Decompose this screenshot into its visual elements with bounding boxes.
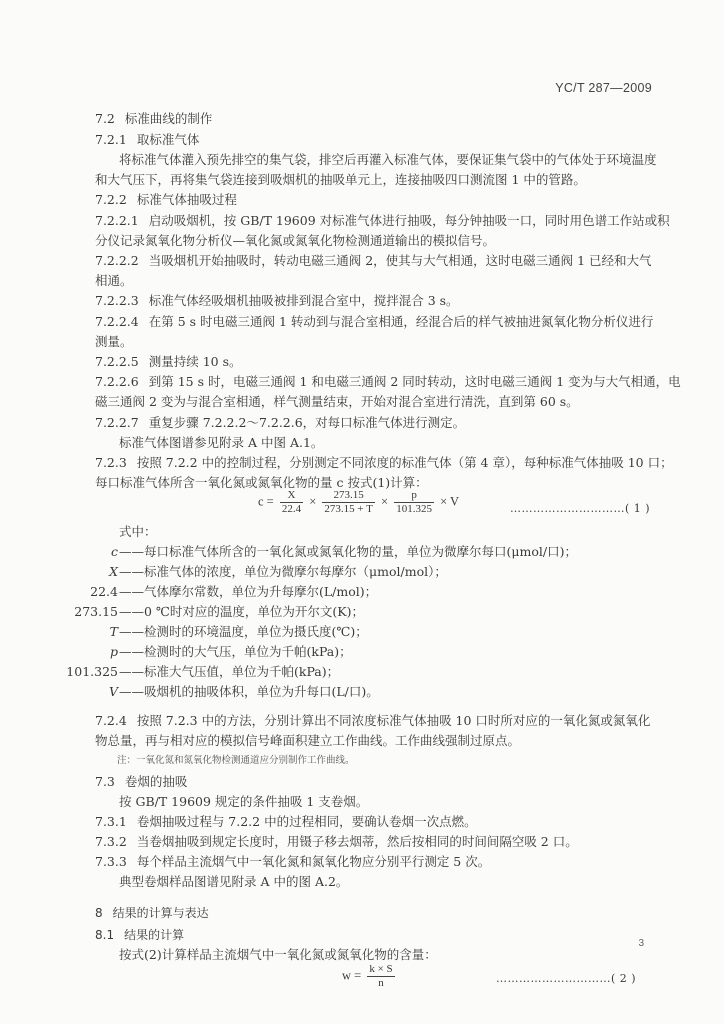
dash: ——: [119, 604, 144, 619]
dash: ——: [119, 684, 144, 699]
dash: ——: [119, 584, 144, 599]
symbol-description: [119, 603, 364, 621]
section-7-3-1: 7.3.1 卷烟抽吸过程与 7.2.2 中的过程相同，要确认卷烟一次点燃。: [95, 814, 477, 829]
document-code: YC/T 287—2009: [555, 81, 652, 95]
dash: ——: [119, 644, 144, 659]
paragraph-line: 相通。: [95, 273, 133, 288]
symbol-name: V: [108, 684, 118, 699]
symbol-description: [119, 543, 577, 561]
section-7-2-2-4: 7.2.2.4 在第 5 s 时电磁三通阀 1 转动到与混合室相通，经混合后的样气被抽进氮氧化物分析仪进行: [95, 314, 654, 329]
fraction: $\frac{k \times S}{n}$: [369, 963, 393, 989]
section-8: 8 结果的计算与表达: [95, 906, 209, 920]
paragraph-line: 典型卷烟样品图谱见附录 A 中的图 A.2。: [119, 874, 349, 889]
paragraph-line: 测量。: [95, 334, 133, 349]
section-7-2-1: 7.2.1 取标准气体: [95, 132, 200, 147]
fraction: $\frac{273.15}{273.15 + T}$: [324, 489, 373, 515]
paragraph-line: 和大气压下，再将集气袋连接到吸烟机的抽吸单元上，连接抽吸四口测流图 1 中的管路。: [95, 172, 586, 187]
note: 注：一氧化氮和氮氧化物检测通道应分别制作工作曲线。: [117, 755, 355, 766]
symbol-name: T: [109, 624, 118, 639]
section-7-2-2-6: 7.2.2.6 到第 15 s 时，电磁三通阀 1 和电磁三通阀 2 同时转动，这时电磁三通阀 1 变为与大气相通，电: [95, 374, 681, 389]
formula-1: c = $\frac{X}{22.4}$ × $\frac{273.15}{273.15 + T}$ × $\frac{p}{101.325}$ × V: [258, 489, 460, 515]
section-7-2-2-5: 7.2.2.5 测量持续 10 s。: [95, 354, 242, 369]
dash: ——: [119, 564, 144, 579]
section-7-2-2-3: 7.2.2.3 标准气体经吸烟机抽吸被排到混合室中，搅拌混合 3 s。: [95, 293, 459, 308]
symbol-name: 22.4: [90, 584, 118, 599]
symbol-name: 273.15: [74, 604, 118, 619]
fraction: $\frac{X}{22.4}$: [281, 489, 302, 515]
where-label: 式中：: [119, 524, 157, 539]
paragraph-line: 物总量，再与相对应的模拟信号峰面积建立工作曲线。工作曲线强制过原点。: [95, 733, 521, 748]
description-text: 标准气体的浓度，单位为微摩尔每摩尔（μmol/mol）；: [144, 564, 447, 579]
paragraph-line: 标准气体图谱参见附录 A 中图 A.1。: [119, 435, 324, 450]
section-8-1: 8.1 结果的计算: [95, 928, 185, 942]
page-number: 3: [638, 938, 644, 949]
paragraph-line: 分仪记录氮氧化物分析仪—氧化氮或氮氧化物检测通道输出的模拟信号。: [95, 233, 496, 248]
section-7-2-4: 7.2.4 按照 7.2.3 中的方法，分别计算出不同浓度标准气体抽吸 10 口时所对应的一氧化氮或氮氧化: [95, 713, 651, 728]
description-text: 吸烟机的抽吸体积，单位为升每口(L/口)。: [144, 684, 379, 699]
paragraph-line: 磁三通阀 2 变为与混合室相通，样气测量结束，开始对混合室进行清洗，直到第 60 s。: [95, 394, 579, 409]
section-7-3-3: 7.3.3 每个样品主流烟气中一氧化氮和氮氧化物应分别平行测定 5 次。: [95, 854, 491, 869]
description-text: 0 ℃时对应的温度，单位为开尔文(K)；: [144, 604, 365, 619]
symbol-name: c: [110, 544, 118, 559]
equation-number-1: …………………………( 1 ): [510, 502, 651, 515]
section-7-2: 7.2 标准曲线的制作: [95, 111, 213, 126]
symbol-description: [119, 683, 379, 701]
symbol-name: X: [109, 564, 118, 579]
section-7-3-2: 7.3.2 当卷烟抽吸到规定长度时，用镊子移去烟蒂，然后按相同的时间间隔空吸 2 口。: [95, 834, 578, 849]
symbol-name: 101.325: [66, 664, 118, 679]
description-text: 气体摩尔常数，单位为升每摩尔(L/mol)；: [144, 584, 378, 599]
section-7-2-2: 7.2.2 标准气体抽吸过程: [95, 192, 237, 207]
section-7-2-2-1: 7.2.2.1 启动吸烟机，按 GB/T 19609 对标准气体进行抽吸，每分钟抽吸一口，同时用色谱工作站或积: [95, 213, 670, 228]
section-7-2-3: 7.2.3 按照 7.2.2 中的控制过程，分别测定不同浓度的标准气体（第 4 章），每种标准气体抽吸 10 口；: [95, 455, 673, 470]
paragraph-line: 每口标准气体所含一氧化氮或氮氧化物的量 c 按式(1)计算：: [95, 475, 428, 490]
symbol-description: [119, 643, 352, 661]
dash: ——: [119, 664, 144, 679]
paragraph-line: 将标准气体灌入预先排空的集气袋，排空后再灌入标准气体，要保证集气袋中的气体处于环境温度: [119, 152, 657, 167]
symbol-description: [119, 663, 339, 681]
description-text: 每口标准气体所含的一氧化氮或氮氧化物的量，单位为微摩尔每口(μmol/口)；: [144, 544, 577, 559]
symbol-description: [119, 623, 368, 641]
paragraph-line: 按式(2)计算样品主流烟气中一氧化氮或氮氧化物的含量：: [119, 947, 437, 962]
fraction: $\frac{p}{101.325}$: [396, 489, 432, 515]
section-7-2-2-2: 7.2.2.2 当吸烟机开始抽吸时，转动电磁三通阀 2，使其与大气相通，这时电磁三通阀 1 已经和大气: [95, 253, 652, 268]
dash: ——: [119, 544, 144, 559]
paragraph-line: 按 GB/T 19609 规定的条件抽吸 1 支卷烟。: [119, 794, 369, 809]
section-7-2-2-7: 7.2.2.7 重复步骤 7.2.2.2～7.2.2.6，对每口标准气体进行测定。: [95, 415, 466, 430]
description-text: 检测时的环境温度，单位为摄氏度(℃)；: [144, 624, 368, 639]
description-text: 检测时的大气压，单位为千帕(kPa)；: [144, 644, 352, 659]
equation-number-2: …………………………( 2 ): [496, 972, 637, 985]
symbol-description: [119, 583, 377, 601]
dash: ——: [119, 624, 144, 639]
formula-2: w = $\frac{k \times S}{n}$: [342, 963, 393, 989]
symbol-name: p: [109, 644, 118, 659]
section-7-3: 7.3 卷烟的抽吸: [95, 774, 188, 789]
description-text: 标准大气压值，单位为千帕(kPa)；: [144, 664, 340, 679]
symbol-description: [119, 563, 447, 581]
